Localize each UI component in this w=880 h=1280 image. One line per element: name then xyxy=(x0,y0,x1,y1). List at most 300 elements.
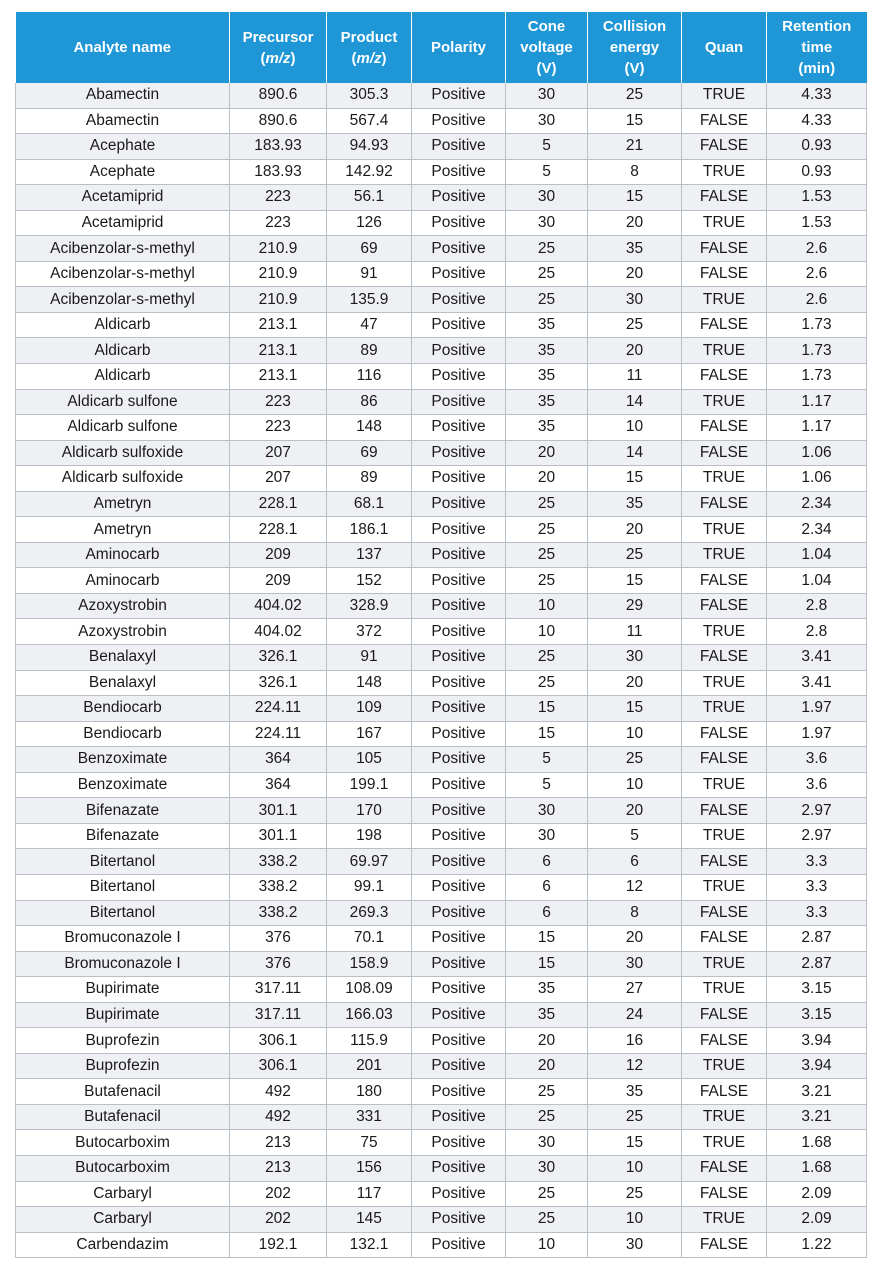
cell-retention-time: 1.73 xyxy=(767,338,867,364)
cell-analyte-name: Butocarboxim xyxy=(16,1130,230,1156)
cell-quan: TRUE xyxy=(682,1053,767,1079)
table-row xyxy=(16,83,867,108)
cell-precursor: 213.1 xyxy=(230,338,327,364)
cell-cone-voltage: 30 xyxy=(506,1130,588,1156)
cell-product: 70.1 xyxy=(327,926,412,952)
cell-product: 91 xyxy=(327,645,412,671)
cell-retention-time: 1.04 xyxy=(767,542,867,568)
cell-precursor: 306.1 xyxy=(230,1053,327,1079)
cell-quan: FALSE xyxy=(682,593,767,619)
cell-retention-time: 1.73 xyxy=(767,364,867,390)
cell-polarity: Positive xyxy=(412,517,506,543)
cell-analyte-name: Aldicarb sulfone xyxy=(16,415,230,441)
cell-polarity: Positive xyxy=(412,236,506,262)
cell-retention-time: 3.94 xyxy=(767,1053,867,1079)
cell-quan: FALSE xyxy=(682,440,767,466)
cell-retention-time: 3.41 xyxy=(767,645,867,671)
cell-cone-voltage: 10 xyxy=(506,593,588,619)
cell-cone-voltage: 25 xyxy=(506,261,588,287)
cell-polarity: Positive xyxy=(412,721,506,747)
cell-product: 148 xyxy=(327,670,412,696)
cell-retention-time: 2.6 xyxy=(767,261,867,287)
cell-analyte-name: Aldicarb xyxy=(16,364,230,390)
cell-precursor: 301.1 xyxy=(230,823,327,849)
cell-retention-time: 2.87 xyxy=(767,951,867,977)
cell-analyte-name: Bendiocarb xyxy=(16,721,230,747)
cell-analyte-name: Acetamiprid xyxy=(16,210,230,236)
cell-polarity: Positive xyxy=(412,415,506,441)
cell-collision-energy: 10 xyxy=(588,772,682,798)
cell-collision-energy: 35 xyxy=(588,236,682,262)
cell-polarity: Positive xyxy=(412,210,506,236)
cell-retention-time: 2.34 xyxy=(767,491,867,517)
cell-analyte-name: Benalaxyl xyxy=(16,645,230,671)
cell-collision-energy: 20 xyxy=(588,338,682,364)
cell-collision-energy: 10 xyxy=(588,1207,682,1233)
cell-product: 68.1 xyxy=(327,491,412,517)
table-row xyxy=(16,977,867,1003)
table-row xyxy=(16,593,867,619)
cell-precursor: 306.1 xyxy=(230,1028,327,1054)
cell-quan: TRUE xyxy=(682,696,767,722)
cell-quan: TRUE xyxy=(682,951,767,977)
cell-polarity: Positive xyxy=(412,261,506,287)
cell-precursor: 228.1 xyxy=(230,517,327,543)
cell-product: 117 xyxy=(327,1181,412,1207)
cell-precursor: 213.1 xyxy=(230,312,327,338)
cell-cone-voltage: 25 xyxy=(506,670,588,696)
cell-retention-time: 1.06 xyxy=(767,440,867,466)
cell-precursor: 223 xyxy=(230,185,327,211)
cell-collision-energy: 30 xyxy=(588,951,682,977)
cell-analyte-name: Bendiocarb xyxy=(16,696,230,722)
cell-polarity: Positive xyxy=(412,338,506,364)
cell-retention-time: 3.3 xyxy=(767,849,867,875)
table-row xyxy=(16,542,867,568)
cell-retention-time: 0.93 xyxy=(767,134,867,160)
cell-analyte-name: Acephate xyxy=(16,159,230,185)
cell-product: 148 xyxy=(327,415,412,441)
cell-analyte-name: Acephate xyxy=(16,134,230,160)
cell-cone-voltage: 6 xyxy=(506,849,588,875)
table-row xyxy=(16,900,867,926)
cell-polarity: Positive xyxy=(412,1181,506,1207)
cell-precursor: 404.02 xyxy=(230,593,327,619)
cell-precursor: 213 xyxy=(230,1155,327,1181)
table-row xyxy=(16,1130,867,1156)
cell-polarity: Positive xyxy=(412,287,506,313)
table-row xyxy=(16,389,867,415)
cell-quan: TRUE xyxy=(682,542,767,568)
cell-analyte-name: Azoxystrobin xyxy=(16,619,230,645)
table-row xyxy=(16,772,867,798)
cell-analyte-name: Bromuconazole I xyxy=(16,951,230,977)
cell-product: 201 xyxy=(327,1053,412,1079)
cell-precursor: 364 xyxy=(230,772,327,798)
cell-cone-voltage: 35 xyxy=(506,977,588,1003)
cell-quan: FALSE xyxy=(682,312,767,338)
cell-retention-time: 2.8 xyxy=(767,593,867,619)
cell-quan: FALSE xyxy=(682,236,767,262)
cell-product: 115.9 xyxy=(327,1028,412,1054)
cell-product: 142.92 xyxy=(327,159,412,185)
cell-product: 56.1 xyxy=(327,185,412,211)
cell-collision-energy: 15 xyxy=(588,185,682,211)
cell-retention-time: 1.22 xyxy=(767,1232,867,1258)
cell-polarity: Positive xyxy=(412,312,506,338)
cell-precursor: 890.6 xyxy=(230,83,327,108)
cell-precursor: 209 xyxy=(230,542,327,568)
table-header xyxy=(16,12,867,83)
table-row xyxy=(16,440,867,466)
cell-retention-time: 1.17 xyxy=(767,415,867,441)
cell-retention-time: 2.97 xyxy=(767,823,867,849)
cell-product: 47 xyxy=(327,312,412,338)
cell-analyte-name: Acetamiprid xyxy=(16,185,230,211)
table-container xyxy=(15,12,866,1258)
cell-precursor: 213.1 xyxy=(230,364,327,390)
table-row xyxy=(16,1207,867,1233)
cell-cone-voltage: 30 xyxy=(506,185,588,211)
cell-cone-voltage: 25 xyxy=(506,568,588,594)
table-row xyxy=(16,415,867,441)
cell-polarity: Positive xyxy=(412,900,506,926)
cell-precursor: 338.2 xyxy=(230,849,327,875)
cell-cone-voltage: 6 xyxy=(506,900,588,926)
cell-collision-energy: 10 xyxy=(588,1155,682,1181)
header-polarity: Polarity xyxy=(412,12,506,83)
cell-polarity: Positive xyxy=(412,1155,506,1181)
cell-analyte-name: Aldicarb xyxy=(16,338,230,364)
cell-analyte-name: Benzoximate xyxy=(16,747,230,773)
table-row xyxy=(16,1104,867,1130)
cell-retention-time: 3.6 xyxy=(767,772,867,798)
cell-quan: FALSE xyxy=(682,645,767,671)
cell-analyte-name: Bitertanol xyxy=(16,900,230,926)
cell-precursor: 209 xyxy=(230,568,327,594)
cell-collision-energy: 20 xyxy=(588,926,682,952)
cell-precursor: 404.02 xyxy=(230,619,327,645)
cell-retention-time: 3.15 xyxy=(767,1002,867,1028)
cell-product: 567.4 xyxy=(327,108,412,134)
cell-analyte-name: Bromuconazole I xyxy=(16,926,230,952)
cell-cone-voltage: 30 xyxy=(506,210,588,236)
cell-collision-energy: 11 xyxy=(588,619,682,645)
cell-analyte-name: Ametryn xyxy=(16,517,230,543)
cell-precursor: 326.1 xyxy=(230,645,327,671)
cell-cone-voltage: 35 xyxy=(506,364,588,390)
cell-collision-energy: 30 xyxy=(588,1232,682,1258)
cell-quan: TRUE xyxy=(682,287,767,313)
cell-cone-voltage: 25 xyxy=(506,236,588,262)
cell-product: 116 xyxy=(327,364,412,390)
cell-cone-voltage: 15 xyxy=(506,696,588,722)
cell-product: 86 xyxy=(327,389,412,415)
table-row xyxy=(16,1232,867,1258)
cell-analyte-name: Aldicarb sulfone xyxy=(16,389,230,415)
cell-retention-time: 0.93 xyxy=(767,159,867,185)
cell-retention-time: 1.97 xyxy=(767,721,867,747)
cell-collision-energy: 11 xyxy=(588,364,682,390)
cell-collision-energy: 30 xyxy=(588,287,682,313)
cell-collision-energy: 27 xyxy=(588,977,682,1003)
cell-product: 69.97 xyxy=(327,849,412,875)
cell-collision-energy: 25 xyxy=(588,83,682,108)
cell-collision-energy: 20 xyxy=(588,670,682,696)
cell-analyte-name: Aminocarb xyxy=(16,542,230,568)
cell-precursor: 202 xyxy=(230,1181,327,1207)
cell-product: 156 xyxy=(327,1155,412,1181)
cell-cone-voltage: 30 xyxy=(506,108,588,134)
cell-retention-time: 1.68 xyxy=(767,1155,867,1181)
cell-analyte-name: Buprofezin xyxy=(16,1053,230,1079)
cell-product: 126 xyxy=(327,210,412,236)
header-retention-time: Retention time (min) xyxy=(767,12,867,83)
table-row xyxy=(16,926,867,952)
table-row xyxy=(16,747,867,773)
table-row xyxy=(16,1028,867,1054)
cell-analyte-name: Bitertanol xyxy=(16,849,230,875)
table-row xyxy=(16,874,867,900)
cell-polarity: Positive xyxy=(412,926,506,952)
table-row xyxy=(16,645,867,671)
cell-product: 132.1 xyxy=(327,1232,412,1258)
table-row xyxy=(16,185,867,211)
cell-quan: TRUE xyxy=(682,823,767,849)
cell-analyte-name: Benalaxyl xyxy=(16,670,230,696)
cell-analyte-name: Bupirimate xyxy=(16,977,230,1003)
cell-collision-energy: 8 xyxy=(588,159,682,185)
cell-retention-time: 2.09 xyxy=(767,1181,867,1207)
cell-retention-time: 3.6 xyxy=(767,747,867,773)
cell-collision-energy: 15 xyxy=(588,568,682,594)
cell-collision-energy: 24 xyxy=(588,1002,682,1028)
cell-cone-voltage: 25 xyxy=(506,1079,588,1105)
cell-analyte-name: Carbaryl xyxy=(16,1207,230,1233)
cell-polarity: Positive xyxy=(412,134,506,160)
cell-cone-voltage: 20 xyxy=(506,1053,588,1079)
cell-retention-time: 1.73 xyxy=(767,312,867,338)
cell-retention-time: 3.41 xyxy=(767,670,867,696)
cell-collision-energy: 21 xyxy=(588,134,682,160)
cell-cone-voltage: 5 xyxy=(506,134,588,160)
cell-retention-time: 2.09 xyxy=(767,1207,867,1233)
cell-retention-time: 3.21 xyxy=(767,1079,867,1105)
cell-precursor: 492 xyxy=(230,1104,327,1130)
table-row xyxy=(16,338,867,364)
cell-retention-time: 2.8 xyxy=(767,619,867,645)
table-row xyxy=(16,568,867,594)
table-row xyxy=(16,312,867,338)
cell-retention-time: 3.15 xyxy=(767,977,867,1003)
cell-quan: FALSE xyxy=(682,568,767,594)
table-row xyxy=(16,696,867,722)
cell-analyte-name: Azoxystrobin xyxy=(16,593,230,619)
cell-quan: TRUE xyxy=(682,670,767,696)
cell-precursor: 213 xyxy=(230,1130,327,1156)
cell-precursor: 183.93 xyxy=(230,134,327,160)
cell-product: 135.9 xyxy=(327,287,412,313)
cell-collision-energy: 16 xyxy=(588,1028,682,1054)
cell-cone-voltage: 25 xyxy=(506,287,588,313)
cell-analyte-name: Abamectin xyxy=(16,83,230,108)
cell-retention-time: 2.97 xyxy=(767,798,867,824)
cell-precursor: 492 xyxy=(230,1079,327,1105)
cell-polarity: Positive xyxy=(412,1104,506,1130)
cell-precursor: 224.11 xyxy=(230,696,327,722)
cell-precursor: 207 xyxy=(230,440,327,466)
cell-analyte-name: Buprofezin xyxy=(16,1028,230,1054)
cell-product: 75 xyxy=(327,1130,412,1156)
cell-retention-time: 3.3 xyxy=(767,900,867,926)
cell-precursor: 338.2 xyxy=(230,900,327,926)
cell-polarity: Positive xyxy=(412,645,506,671)
cell-polarity: Positive xyxy=(412,1207,506,1233)
cell-quan: FALSE xyxy=(682,415,767,441)
cell-cone-voltage: 30 xyxy=(506,823,588,849)
cell-analyte-name: Bupirimate xyxy=(16,1002,230,1028)
cell-precursor: 223 xyxy=(230,389,327,415)
cell-analyte-name: Benzoximate xyxy=(16,772,230,798)
table-row xyxy=(16,1002,867,1028)
cell-quan: TRUE xyxy=(682,517,767,543)
cell-retention-time: 1.53 xyxy=(767,185,867,211)
cell-retention-time: 1.04 xyxy=(767,568,867,594)
cell-collision-energy: 15 xyxy=(588,108,682,134)
cell-product: 180 xyxy=(327,1079,412,1105)
cell-collision-energy: 25 xyxy=(588,1181,682,1207)
cell-polarity: Positive xyxy=(412,798,506,824)
table-row xyxy=(16,670,867,696)
cell-collision-energy: 8 xyxy=(588,900,682,926)
cell-quan: FALSE xyxy=(682,185,767,211)
table-row xyxy=(16,491,867,517)
cell-cone-voltage: 20 xyxy=(506,466,588,492)
cell-cone-voltage: 5 xyxy=(506,747,588,773)
cell-collision-energy: 5 xyxy=(588,823,682,849)
cell-analyte-name: Aldicarb sulfoxide xyxy=(16,440,230,466)
cell-cone-voltage: 35 xyxy=(506,389,588,415)
table-row xyxy=(16,236,867,262)
cell-polarity: Positive xyxy=(412,874,506,900)
cell-polarity: Positive xyxy=(412,951,506,977)
cell-retention-time: 3.3 xyxy=(767,874,867,900)
cell-analyte-name: Aldicarb sulfoxide xyxy=(16,466,230,492)
cell-cone-voltage: 35 xyxy=(506,1002,588,1028)
cell-quan: TRUE xyxy=(682,1130,767,1156)
cell-precursor: 326.1 xyxy=(230,670,327,696)
cell-retention-time: 1.17 xyxy=(767,389,867,415)
cell-cone-voltage: 10 xyxy=(506,1232,588,1258)
cell-product: 109 xyxy=(327,696,412,722)
cell-retention-time: 4.33 xyxy=(767,83,867,108)
cell-polarity: Positive xyxy=(412,1053,506,1079)
cell-analyte-name: Carbendazim xyxy=(16,1232,230,1258)
cell-product: 105 xyxy=(327,747,412,773)
cell-polarity: Positive xyxy=(412,1079,506,1105)
cell-quan: FALSE xyxy=(682,1002,767,1028)
cell-cone-voltage: 30 xyxy=(506,798,588,824)
cell-cone-voltage: 25 xyxy=(506,1104,588,1130)
cell-collision-energy: 25 xyxy=(588,312,682,338)
cell-product: 199.1 xyxy=(327,772,412,798)
cell-retention-time: 1.53 xyxy=(767,210,867,236)
cell-quan: TRUE xyxy=(682,338,767,364)
cell-collision-energy: 15 xyxy=(588,1130,682,1156)
table-row xyxy=(16,210,867,236)
cell-cone-voltage: 25 xyxy=(506,1207,588,1233)
cell-retention-time: 1.06 xyxy=(767,466,867,492)
cell-product: 94.93 xyxy=(327,134,412,160)
cell-product: 89 xyxy=(327,466,412,492)
cell-cone-voltage: 25 xyxy=(506,517,588,543)
cell-analyte-name: Acibenzolar-s-methyl xyxy=(16,261,230,287)
cell-collision-energy: 35 xyxy=(588,491,682,517)
cell-quan: TRUE xyxy=(682,466,767,492)
cell-collision-energy: 10 xyxy=(588,721,682,747)
table-row xyxy=(16,261,867,287)
cell-quan: FALSE xyxy=(682,1028,767,1054)
cell-retention-time: 2.34 xyxy=(767,517,867,543)
cell-quan: TRUE xyxy=(682,1207,767,1233)
cell-quan: TRUE xyxy=(682,210,767,236)
cell-precursor: 317.11 xyxy=(230,977,327,1003)
cell-collision-energy: 15 xyxy=(588,466,682,492)
cell-cone-voltage: 35 xyxy=(506,415,588,441)
cell-polarity: Positive xyxy=(412,1002,506,1028)
cell-collision-energy: 6 xyxy=(588,849,682,875)
cell-polarity: Positive xyxy=(412,1232,506,1258)
cell-collision-energy: 25 xyxy=(588,747,682,773)
cell-quan: TRUE xyxy=(682,977,767,1003)
cell-quan: TRUE xyxy=(682,83,767,108)
cell-precursor: 376 xyxy=(230,951,327,977)
table-row xyxy=(16,619,867,645)
cell-quan: TRUE xyxy=(682,159,767,185)
cell-polarity: Positive xyxy=(412,1130,506,1156)
cell-analyte-name: Aminocarb xyxy=(16,568,230,594)
cell-precursor: 223 xyxy=(230,415,327,441)
cell-cone-voltage: 15 xyxy=(506,721,588,747)
cell-cone-voltage: 15 xyxy=(506,926,588,952)
cell-polarity: Positive xyxy=(412,696,506,722)
table-row xyxy=(16,134,867,160)
cell-cone-voltage: 25 xyxy=(506,491,588,517)
cell-quan: FALSE xyxy=(682,747,767,773)
cell-product: 99.1 xyxy=(327,874,412,900)
cell-collision-energy: 12 xyxy=(588,874,682,900)
cell-retention-time: 1.97 xyxy=(767,696,867,722)
cell-collision-energy: 35 xyxy=(588,1079,682,1105)
table-row xyxy=(16,849,867,875)
cell-polarity: Positive xyxy=(412,440,506,466)
cell-product: 108.09 xyxy=(327,977,412,1003)
cell-precursor: 210.9 xyxy=(230,236,327,262)
cell-product: 372 xyxy=(327,619,412,645)
cell-precursor: 338.2 xyxy=(230,874,327,900)
cell-product: 170 xyxy=(327,798,412,824)
cell-product: 305.3 xyxy=(327,83,412,108)
header-quan: Quan xyxy=(682,12,767,83)
cell-polarity: Positive xyxy=(412,619,506,645)
cell-precursor: 224.11 xyxy=(230,721,327,747)
cell-collision-energy: 14 xyxy=(588,440,682,466)
table-row xyxy=(16,1155,867,1181)
analyte-mrm-table xyxy=(15,12,867,1258)
cell-analyte-name: Bitertanol xyxy=(16,874,230,900)
cell-quan: TRUE xyxy=(682,874,767,900)
table-row xyxy=(16,159,867,185)
